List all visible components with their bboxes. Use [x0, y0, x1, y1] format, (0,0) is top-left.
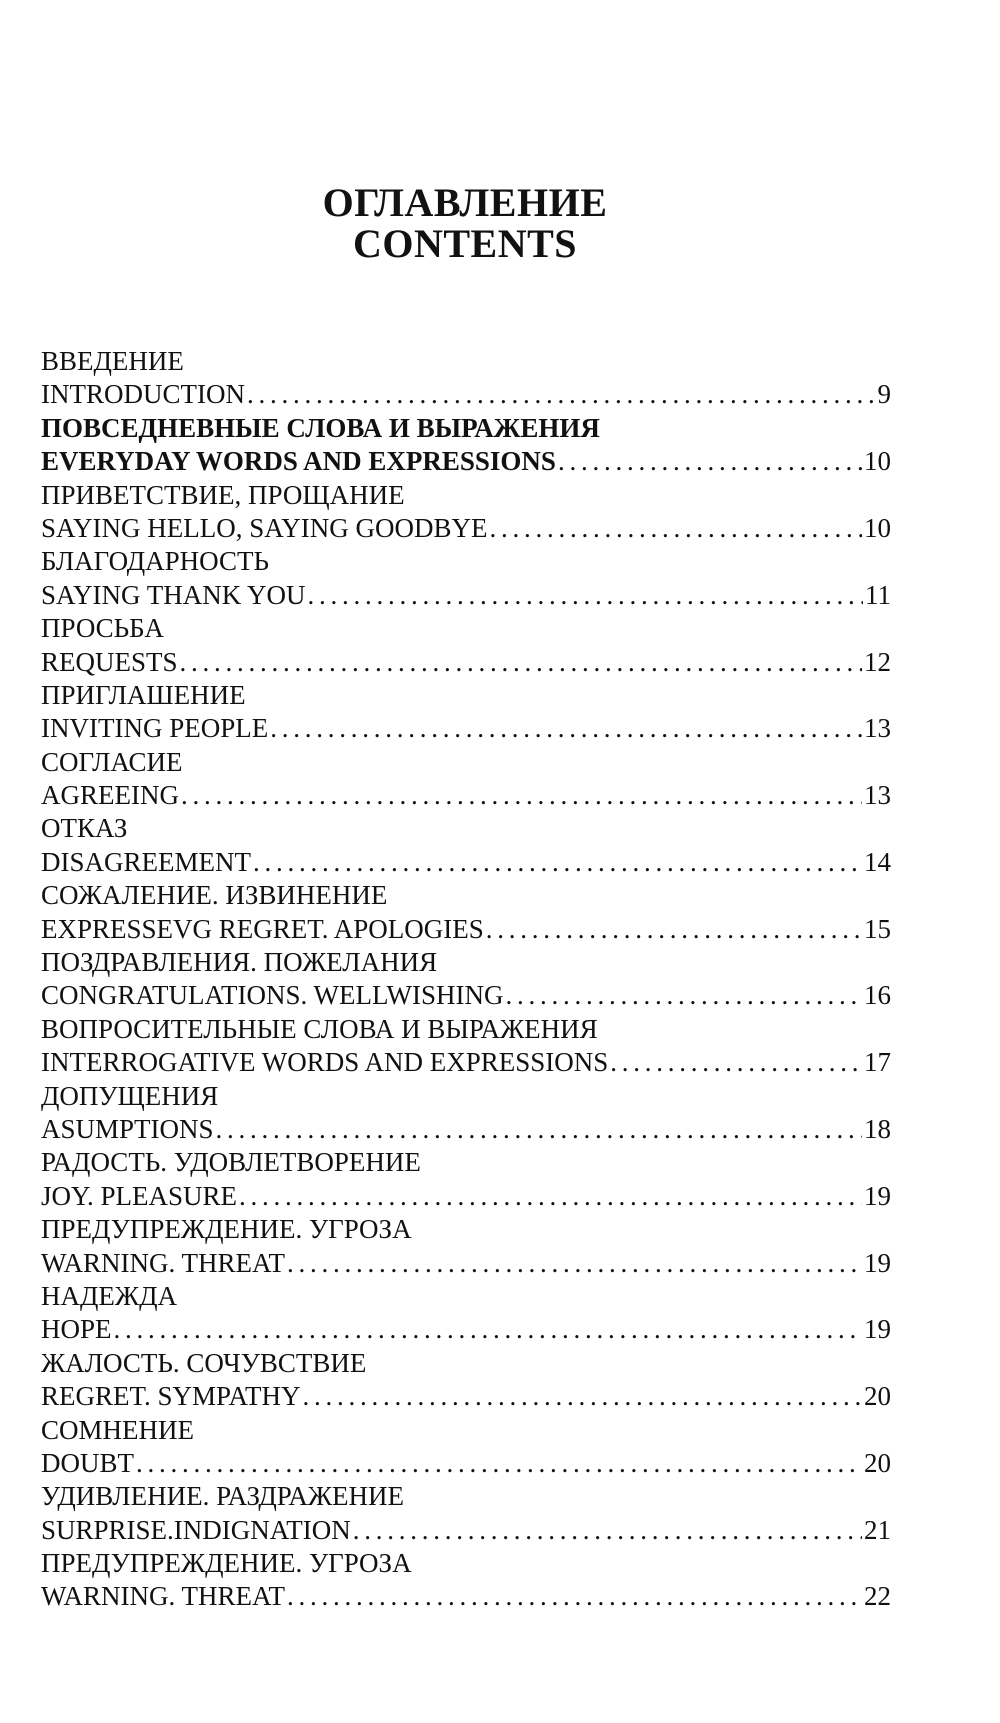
table-of-contents — [41, 345, 891, 1614]
dot-leader — [270, 712, 862, 745]
toc-entry-english-title: HOPE — [41, 1314, 112, 1345]
toc-entry-english-title: REQUESTS — [41, 646, 178, 677]
toc-entry-english-row — [41, 846, 891, 879]
toc-entry[interactable] — [41, 1213, 891, 1280]
dot-leader — [216, 1113, 862, 1146]
toc-entry-english-title: AGREEING — [41, 780, 179, 811]
toc-entry-english-row — [41, 512, 891, 545]
toc-entry-page-number: 19 — [864, 1180, 891, 1211]
toc-entry[interactable] — [41, 412, 891, 479]
toc-entry[interactable] — [41, 1013, 891, 1080]
toc-entry-english-row — [41, 445, 891, 478]
page-title — [0, 182, 930, 264]
dot-leader — [239, 1180, 862, 1213]
toc-entry-russian-title: БЛАГОДАРНОСТЬ — [41, 546, 269, 577]
toc-entry-russian-title: ПРОСЬБА — [41, 613, 164, 644]
dot-leader — [287, 1580, 862, 1613]
toc-entry-english-row — [41, 1580, 891, 1613]
toc-entry-english-title: WARNING. THREAT — [41, 1247, 285, 1278]
toc-entry-english-row — [41, 1113, 891, 1146]
toc-entry-russian-title: ПОВСЕДНЕВНЫЕ СЛОВА И ВЫРАЖЕНИЯ — [41, 412, 600, 443]
toc-entry-english-title: REGRET. SYMPATHY — [41, 1381, 301, 1412]
toc-entry-page-number: 19 — [864, 1314, 891, 1345]
toc-entry[interactable] — [41, 812, 891, 879]
toc-entry[interactable] — [41, 1347, 891, 1414]
toc-entry[interactable] — [41, 1080, 891, 1147]
toc-entry-russian-title: СОГЛАСИЕ — [41, 746, 183, 777]
dot-leader — [353, 1514, 862, 1547]
toc-entry-english-title: SAYING THANK YOU — [41, 579, 306, 610]
toc-entry-russian-title: ДОПУЩЕНИЯ — [41, 1080, 219, 1111]
toc-entry-page-number: 16 — [864, 980, 891, 1011]
toc-entry-russian-title: РАДОСТЬ. УДОВЛЕТВОРЕНИЕ — [41, 1147, 421, 1178]
toc-entry-english-row — [41, 1180, 891, 1213]
toc-entry-english-title: CONGRATULATIONS. WELLWISHING — [41, 980, 504, 1011]
toc-entry-english-row — [41, 1447, 891, 1480]
toc-entry-russian-title: ВВЕДЕНИЕ — [41, 346, 184, 376]
toc-entry-page-number: 21 — [864, 1514, 891, 1545]
toc-entry-page-number: 14 — [864, 846, 891, 877]
dot-leader — [486, 913, 862, 946]
toc-entry-page-number: 15 — [864, 913, 891, 944]
title-english: CONTENTS — [352, 221, 578, 266]
toc-entry-russian-title: СОЖАЛЕНИЕ. ИЗВИНЕНИЕ — [41, 880, 388, 911]
toc-entry[interactable] — [41, 1146, 891, 1213]
toc-entry-english-row — [41, 913, 891, 946]
toc-entry-english-title: SURPRISE.INDIGNATION — [41, 1514, 351, 1545]
toc-entry[interactable] — [41, 879, 891, 946]
dot-leader — [610, 1046, 862, 1079]
toc-entry-page-number: 10 — [864, 446, 891, 477]
toc-entry-english-title: ASUMPTIONS — [41, 1113, 214, 1144]
toc-entry-russian-title: ПРИГЛАШЕНИЕ — [41, 679, 246, 710]
toc-entry-russian-title: СОМНЕНИЕ — [41, 1414, 194, 1445]
toc-entry[interactable] — [41, 612, 891, 679]
toc-entry-english-title: WARNING. THREAT — [41, 1581, 285, 1612]
dot-leader — [303, 1380, 862, 1413]
toc-entry-russian-title: ЖАЛОСТЬ. СОЧУВСТВИЕ — [41, 1347, 367, 1378]
toc-entry-english-title: DOUBT — [41, 1447, 134, 1478]
toc-entry-page-number: 13 — [864, 780, 891, 811]
toc-entry-english-row — [41, 579, 891, 612]
dot-leader — [308, 579, 863, 612]
dot-leader — [558, 445, 862, 478]
toc-entry-english-row — [41, 1247, 891, 1280]
dot-leader — [287, 1247, 862, 1280]
toc-entry[interactable] — [41, 1480, 891, 1547]
dot-leader — [181, 779, 862, 812]
toc-entry-russian-title: ПОЗДРАВЛЕНИЯ. ПОЖЕЛАНИЯ — [41, 947, 438, 978]
toc-entry-russian-title: УДИВЛЕНИЕ. РАЗДРАЖЕНИЕ — [41, 1481, 404, 1512]
toc-entry-english-title: INTERROGATIVE WORDS AND EXPRESSIONS — [41, 1047, 609, 1078]
toc-entry-page-number: 20 — [864, 1447, 891, 1478]
dot-leader — [505, 979, 862, 1012]
toc-entry[interactable] — [41, 345, 891, 412]
toc-entry[interactable] — [41, 1414, 891, 1481]
toc-entry-russian-title: ВОПРОСИТЕЛЬНЫЕ СЛОВА И ВЫРАЖЕНИЯ — [41, 1013, 598, 1044]
toc-entry-russian-title: ПРЕДУПРЕЖДЕНИЕ. УГРОЗА — [41, 1548, 412, 1579]
toc-entry-english-title: DISAGREEMENT — [41, 846, 251, 877]
toc-entry-page-number: 17 — [864, 1047, 891, 1078]
title-russian: ОГЛАВЛЕНИЕ — [322, 180, 608, 225]
toc-entry-english-row — [41, 979, 891, 1012]
toc-entry-english-title: JOY. PLEASURE — [41, 1180, 238, 1211]
toc-entry-english-row — [41, 712, 891, 745]
dot-leader — [247, 378, 876, 411]
dot-leader — [114, 1313, 862, 1346]
toc-entry[interactable] — [41, 545, 891, 612]
toc-entry-page-number: 10 — [864, 512, 891, 543]
toc-entry-english-row — [41, 1514, 891, 1547]
toc-entry-english-title: EVERYDAY WORDS AND EXPRESSIONS — [41, 446, 556, 477]
toc-entry-russian-title: ОТКАЗ — [41, 813, 128, 844]
toc-entry-page-number: 18 — [864, 1113, 891, 1144]
toc-entry-russian-title: ПРИВЕТСТВИЕ, ПРОЩАНИЕ — [41, 479, 405, 510]
toc-entry-english-title: INTRODUCTION — [41, 379, 245, 410]
toc-entry-page-number: 22 — [864, 1581, 891, 1612]
toc-entry-page-number: 12 — [864, 646, 891, 677]
toc-entry-english-title: SAYING HELLO, SAYING GOODBYE — [41, 512, 488, 543]
dot-leader — [180, 646, 862, 679]
dot-leader — [490, 512, 862, 545]
toc-entry-english-title: EXPRESSEVG REGRET. APOLOGIES — [41, 913, 484, 944]
dot-leader — [253, 846, 862, 879]
toc-entry-english-row — [41, 1046, 891, 1079]
toc-entry-english-row — [41, 646, 891, 679]
toc-entry[interactable] — [41, 679, 891, 746]
toc-entry-english-row — [41, 1313, 891, 1346]
dot-leader — [136, 1447, 862, 1480]
toc-entry[interactable] — [41, 1280, 891, 1347]
toc-entry-page-number: 19 — [864, 1247, 891, 1278]
toc-entry[interactable] — [41, 946, 891, 1013]
toc-entry-english-row — [41, 779, 891, 812]
toc-entry-russian-title: НАДЕЖДА — [41, 1280, 178, 1311]
toc-entry-page-number: 20 — [864, 1381, 891, 1412]
toc-entry-english-row — [41, 378, 891, 411]
toc-entry-page-number: 13 — [864, 713, 891, 744]
toc-entry-page-number: 9 — [877, 379, 891, 410]
toc-entry[interactable] — [41, 746, 891, 813]
toc-entry-page-number: 11 — [865, 579, 891, 610]
toc-entry-english-row — [41, 1380, 891, 1413]
toc-entry-english-title: INVITING PEOPLE — [41, 713, 269, 744]
toc-entry[interactable] — [41, 1547, 891, 1614]
toc-entry-russian-title: ПРЕДУПРЕЖДЕНИЕ. УГРОЗА — [41, 1214, 412, 1245]
toc-entry[interactable] — [41, 479, 891, 546]
